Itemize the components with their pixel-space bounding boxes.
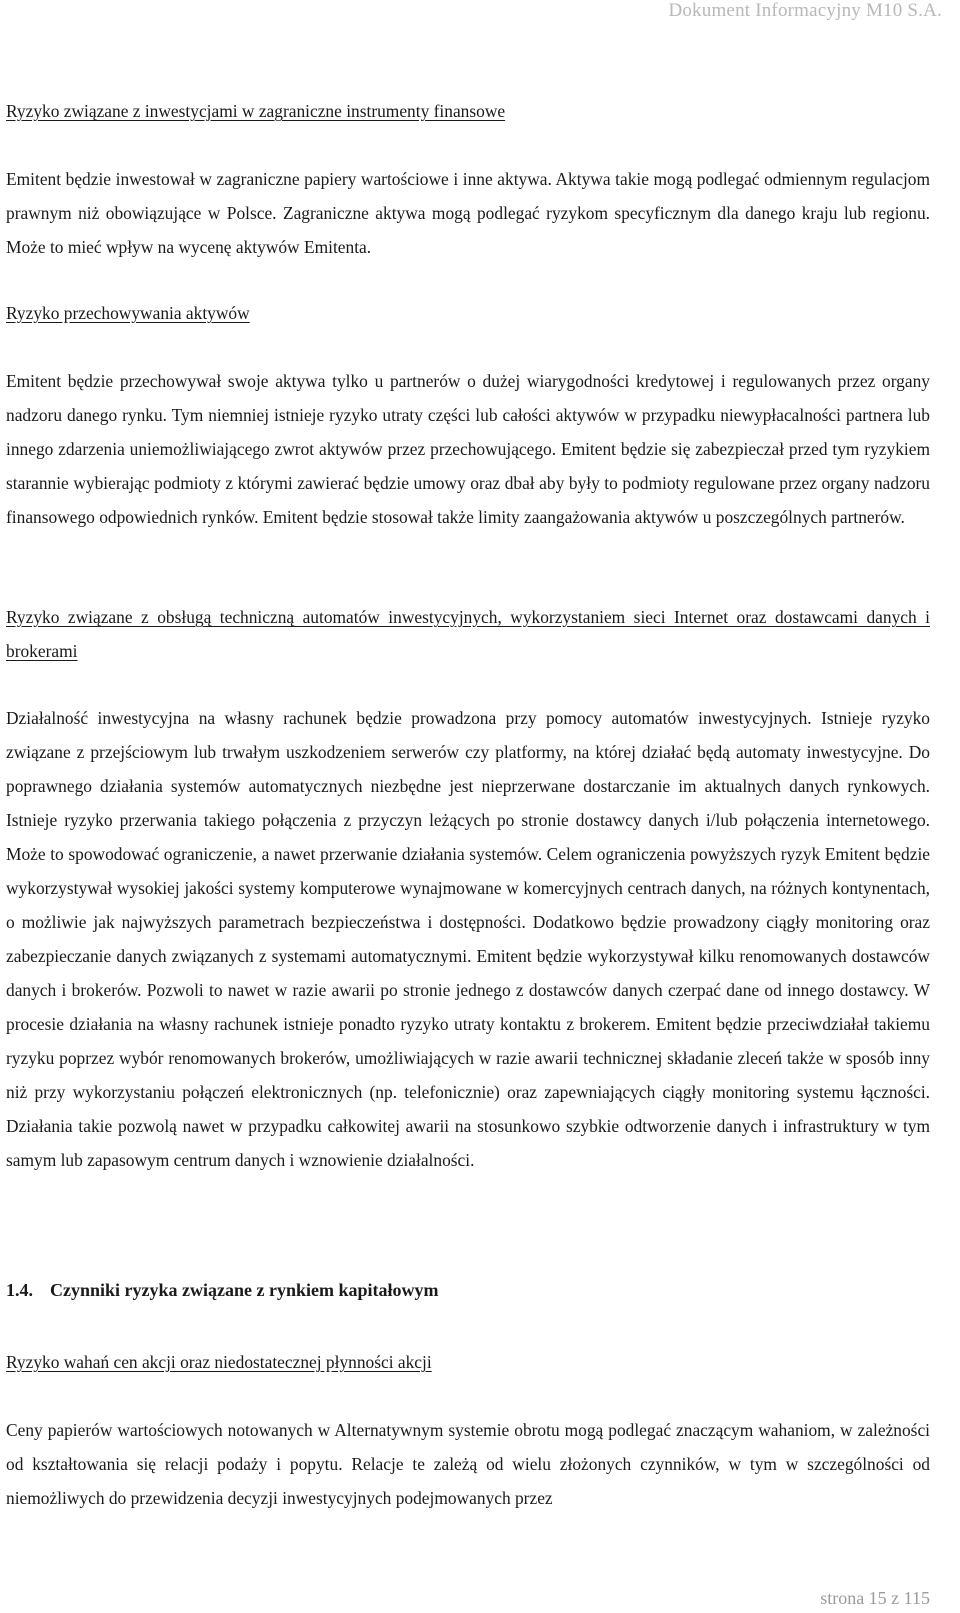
section-body-technical: Działalność inwestycyjna na własny rachunek będzie prowadzona przy pomocy automatów inwestycyjnych. Istnieje ryzyko związane z przejściowym lub trwałym uszkodzeniem serwerów czy platformy, na której działać będą automaty inwestycyjne. Do poprawnego działania systemów automatycznych niezbędne jest nieprzerwane dostarczanie im aktualnych danych rynkowych. Istnieje ryzyko przerwania takiego połączenia z przyczyn leżących po stronie dostawcy danych i/lub połączenia internetowego. Może to spowodować ograniczenie, a nawet przerwanie działania systemów. Celem ograniczenia powyższych ryzyk Emitent będzie wykorzystywał wysokiej jakości systemy komputerowe wynajmowane w komercyjnych centrach danych, na różnych kontynentach, o możliwie jak najwyższych parametrach bezpieczeństwa i dostępności. Dodatkowo będzie prowadzony ciągły monitoring oraz zabezpieczanie danych związanych z systemami automatycznymi. Emitent będzie wykorzystywał kilku renomowanych dostawców danych i brokerów. Pozwoli to nawet w razie awarii po stronie jednego z dostawców danych czerpać dane od innego dostawcy. W procesie działania na własny rachunek istnieje ponadto ryzyko utraty kontaktu z brokerem. Emitent będzie przeciwdziałał takiemu ryzyku poprzez wybór renomowanych brokerów, umożliwiających w razie awarii technicznej składanie zleceń także w sposób inny niż przy wykorzystaniu połączeń elektronicznych (np. telefonicznie) oraz zapewniających ciągły monitoring systemu łączności. Działania takie pozwolą nawet w przypadku całkowitej awarii na stosunkowo szybkie odtworzenie danych i infrastruktury w tym samym lub zapasowym centrum danych i wznowienie działalności. xyxy=(6,708,930,1170)
page-number: strona 15 z 115 xyxy=(820,1588,930,1608)
chapter-title: Czynniki ryzyka związane z rynkiem kapitałowym xyxy=(50,1280,439,1300)
section-heading-custody: Ryzyko przechowywania aktywów xyxy=(6,303,250,323)
chapter-heading xyxy=(6,1280,439,1301)
section-body-foreign-instruments: Emitent będzie inwestował w zagraniczne papiery wartościowe i inne aktywa. Aktywa takie mogą podlegać odmiennym regulacjom prawnym niż obowiązujące w Polsce. Zagraniczne aktywa mogą podlegać ryzykom specyficznym dla danego kraju lub regionu. Może to mieć wpływ na wycenę aktywów Emitenta. xyxy=(6,169,930,257)
section-heading-technical: Ryzyko związane z obsługą techniczną automatów inwestycyjnych, wykorzystaniem sieci Internet oraz dostawcami danych i brokerami xyxy=(6,607,930,661)
chapter-number: 1.4. xyxy=(6,1280,33,1300)
section-body-price-volatility: Ceny papierów wartościowych notowanych w Alternatywnym systemie obrotu mogą podlegać znaczącym wahaniom, w zależności od kształtowania się relacji podaży i popytu. Relacje te zależą od wielu złożonych czynników, w tym w szczególności od niemożliwych do przewidzenia decyzji inwestycyjnych podejmowanych przez xyxy=(6,1420,930,1508)
section-heading-foreign-instruments: Ryzyko związane z inwestycjami w zagraniczne instrumenty finansowe xyxy=(6,101,506,121)
section-heading-price-volatility: Ryzyko wahań cen akcji oraz niedostatecznej płynności akcji xyxy=(6,1352,432,1372)
page-header: Dokument Informacyjny M10 S.A. xyxy=(668,0,942,21)
section-body-custody: Emitent będzie przechowywał swoje aktywa tylko u partnerów o dużej wiarygodności kredytowej i regulowanych przez organy nadzoru danego rynku. Tym niemniej istnieje ryzyko utraty części lub całości aktywów w przypadku niewypłacalności partnera lub innego zdarzenia uniemożliwiającego zwrot aktywów przez przechowującego. Emitent będzie się zabezpieczał przed tym ryzykiem starannie wybierając podmioty z którymi zawierać będzie umowy oraz dbał aby były to podmioty regulowane przez organy nadzoru finansowego odpowiednich rynków. Emitent będzie stosował także limity zaangażowania aktywów u poszczególnych partnerów. xyxy=(6,371,930,527)
